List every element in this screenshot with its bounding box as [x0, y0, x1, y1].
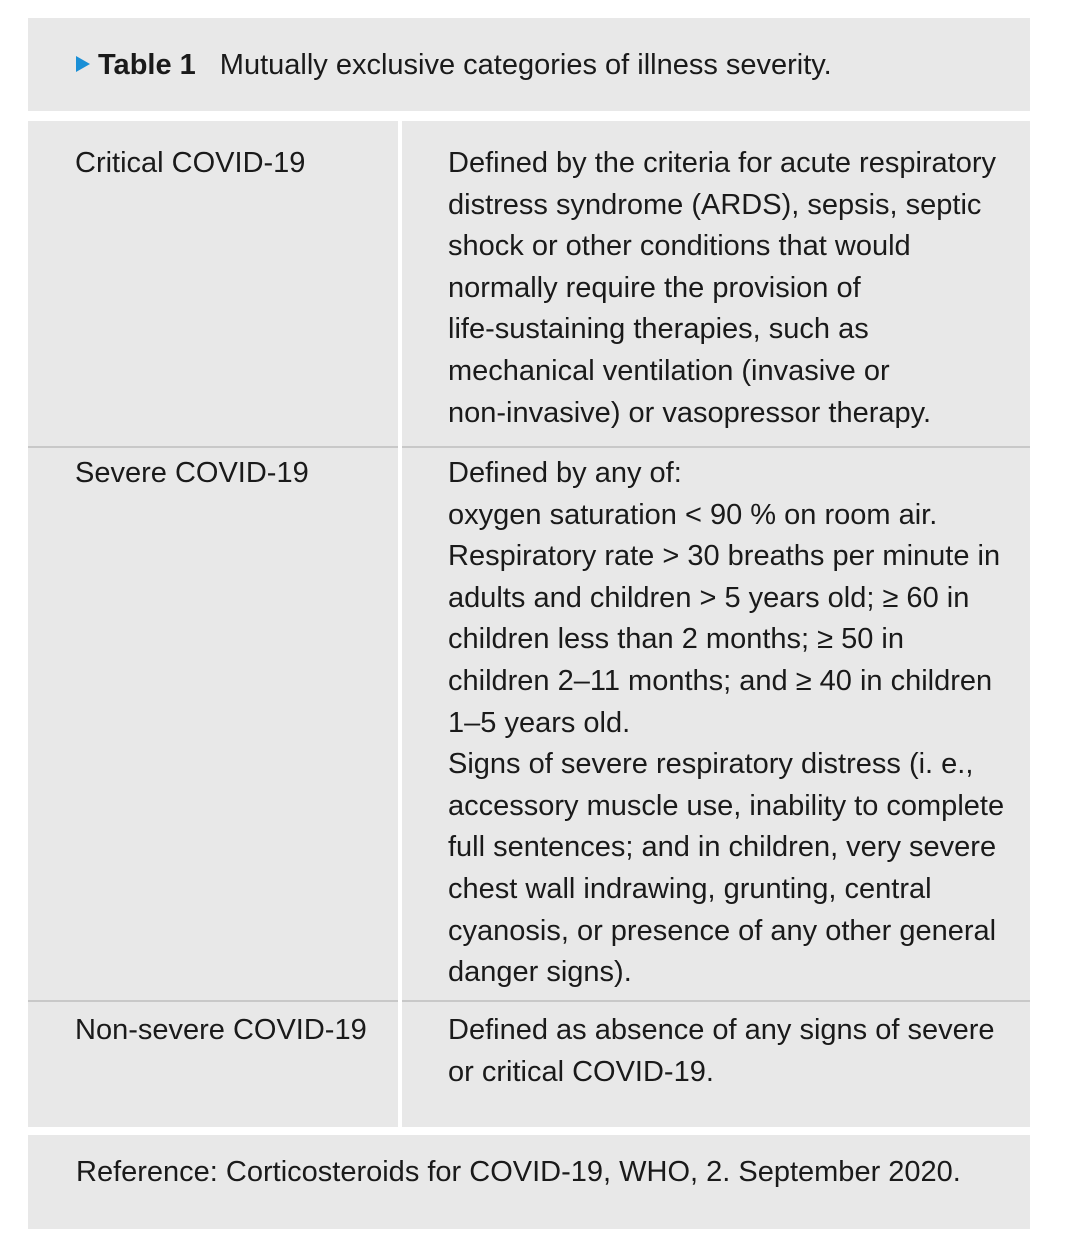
reference-text: Reference: Corticosteroids for COVID-19, WHO, 2. September 2020. [76, 1156, 961, 1188]
triangle-arrow-icon [76, 56, 90, 72]
definition-line: distress syndrome (ARDS), sepsis, septic [448, 188, 982, 221]
table-label: Table 1 [98, 49, 196, 81]
definition-line: children less than 2 months; ≥ 50 in [448, 623, 904, 656]
definition-line: 1–5 years old. [448, 706, 631, 739]
table-row-non-severe [28, 1002, 1030, 1127]
definition-line: Defined by the criteria for acute respiratory [448, 147, 997, 179]
definition-cell [448, 1010, 1028, 1093]
definition-line: oxygen saturation < 90 % on room air. [448, 498, 938, 531]
definition-line: Defined by any of: [448, 457, 682, 489]
table-row-severe [28, 448, 1030, 1000]
category-cell: Non-severe COVID-19 [75, 1014, 367, 1046]
definition-line: shock or other conditions that would [448, 230, 911, 263]
definition-line: chest wall indrawing, grunting, central [448, 872, 932, 905]
reference-footer [28, 1135, 1030, 1229]
column-divider [398, 121, 402, 1127]
category-cell: Critical COVID-19 [75, 147, 306, 179]
definition-cell [448, 453, 1028, 994]
definition-cell [448, 143, 1028, 434]
definition-line: children 2–11 months; and ≥ 40 in children [448, 664, 993, 697]
severity-table [28, 121, 1030, 1127]
definition-line: Defined as absence of any signs of severe [448, 1014, 995, 1046]
definition-line: cyanosis, or presence of any other general [448, 914, 997, 947]
definition-line: normally require the provision of [448, 271, 861, 304]
category-cell: Severe COVID-19 [75, 457, 309, 489]
definition-line: full sentences; and in children, very severe [448, 831, 997, 864]
definition-line: Signs of severe respiratory distress (i. e., [448, 748, 974, 781]
table-title [76, 45, 832, 85]
definition-line: Respiratory rate > 30 breaths per minute in [448, 540, 1001, 573]
definition-line: non-invasive) or vasopressor therapy. [448, 396, 932, 429]
definition-line: adults and children > 5 years old; ≥ 60 in [448, 581, 970, 614]
definition-line: life-sustaining therapies, such as [448, 313, 869, 346]
table-caption: Mutually exclusive categories of illness severity. [219, 49, 832, 81]
definition-line: accessory muscle use, inability to complete [448, 789, 1005, 822]
table-title-bar [28, 18, 1030, 111]
definition-line: mechanical ventilation (invasive or [448, 354, 890, 387]
definition-line: danger signs). [448, 956, 632, 989]
table-row-critical [28, 121, 1030, 446]
definition-line: or critical COVID-19. [448, 1055, 714, 1088]
